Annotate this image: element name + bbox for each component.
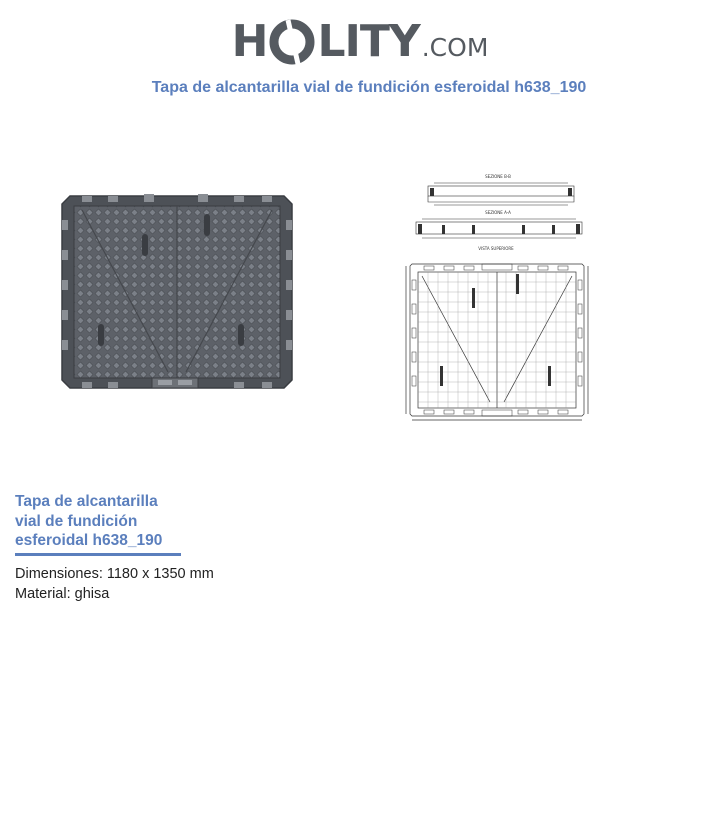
spec-dimensions: Dimensiones: 1180 x 1350 mm [15,566,214,582]
brand-logo[interactable] [0,14,720,70]
product-specs [15,565,214,604]
technical-drawing [398,170,590,432]
logo-letter-h: H [231,16,268,67]
logo-letters-lity: LITY [317,16,420,67]
spec-material: Material: ghisa [15,585,110,602]
page-title: Tapa de alcantarilla vial de fundición esferoidal h638_190 [151,79,587,96]
title-underline [15,553,181,556]
logo-wordmark [232,14,420,70]
logo-domain: .COM [421,33,489,62]
product-title: Tapa de alcantarilla vial de fundición esferoidal h638_190 [15,493,163,549]
product-photo [58,190,296,396]
label-top-view: VISTA SUPERIORE [478,246,514,251]
label-section-aa: SEZIONE A-A [485,210,511,215]
label-section-bb: SEZIONE B-B [485,174,511,179]
logo-circle-icon [268,18,316,66]
